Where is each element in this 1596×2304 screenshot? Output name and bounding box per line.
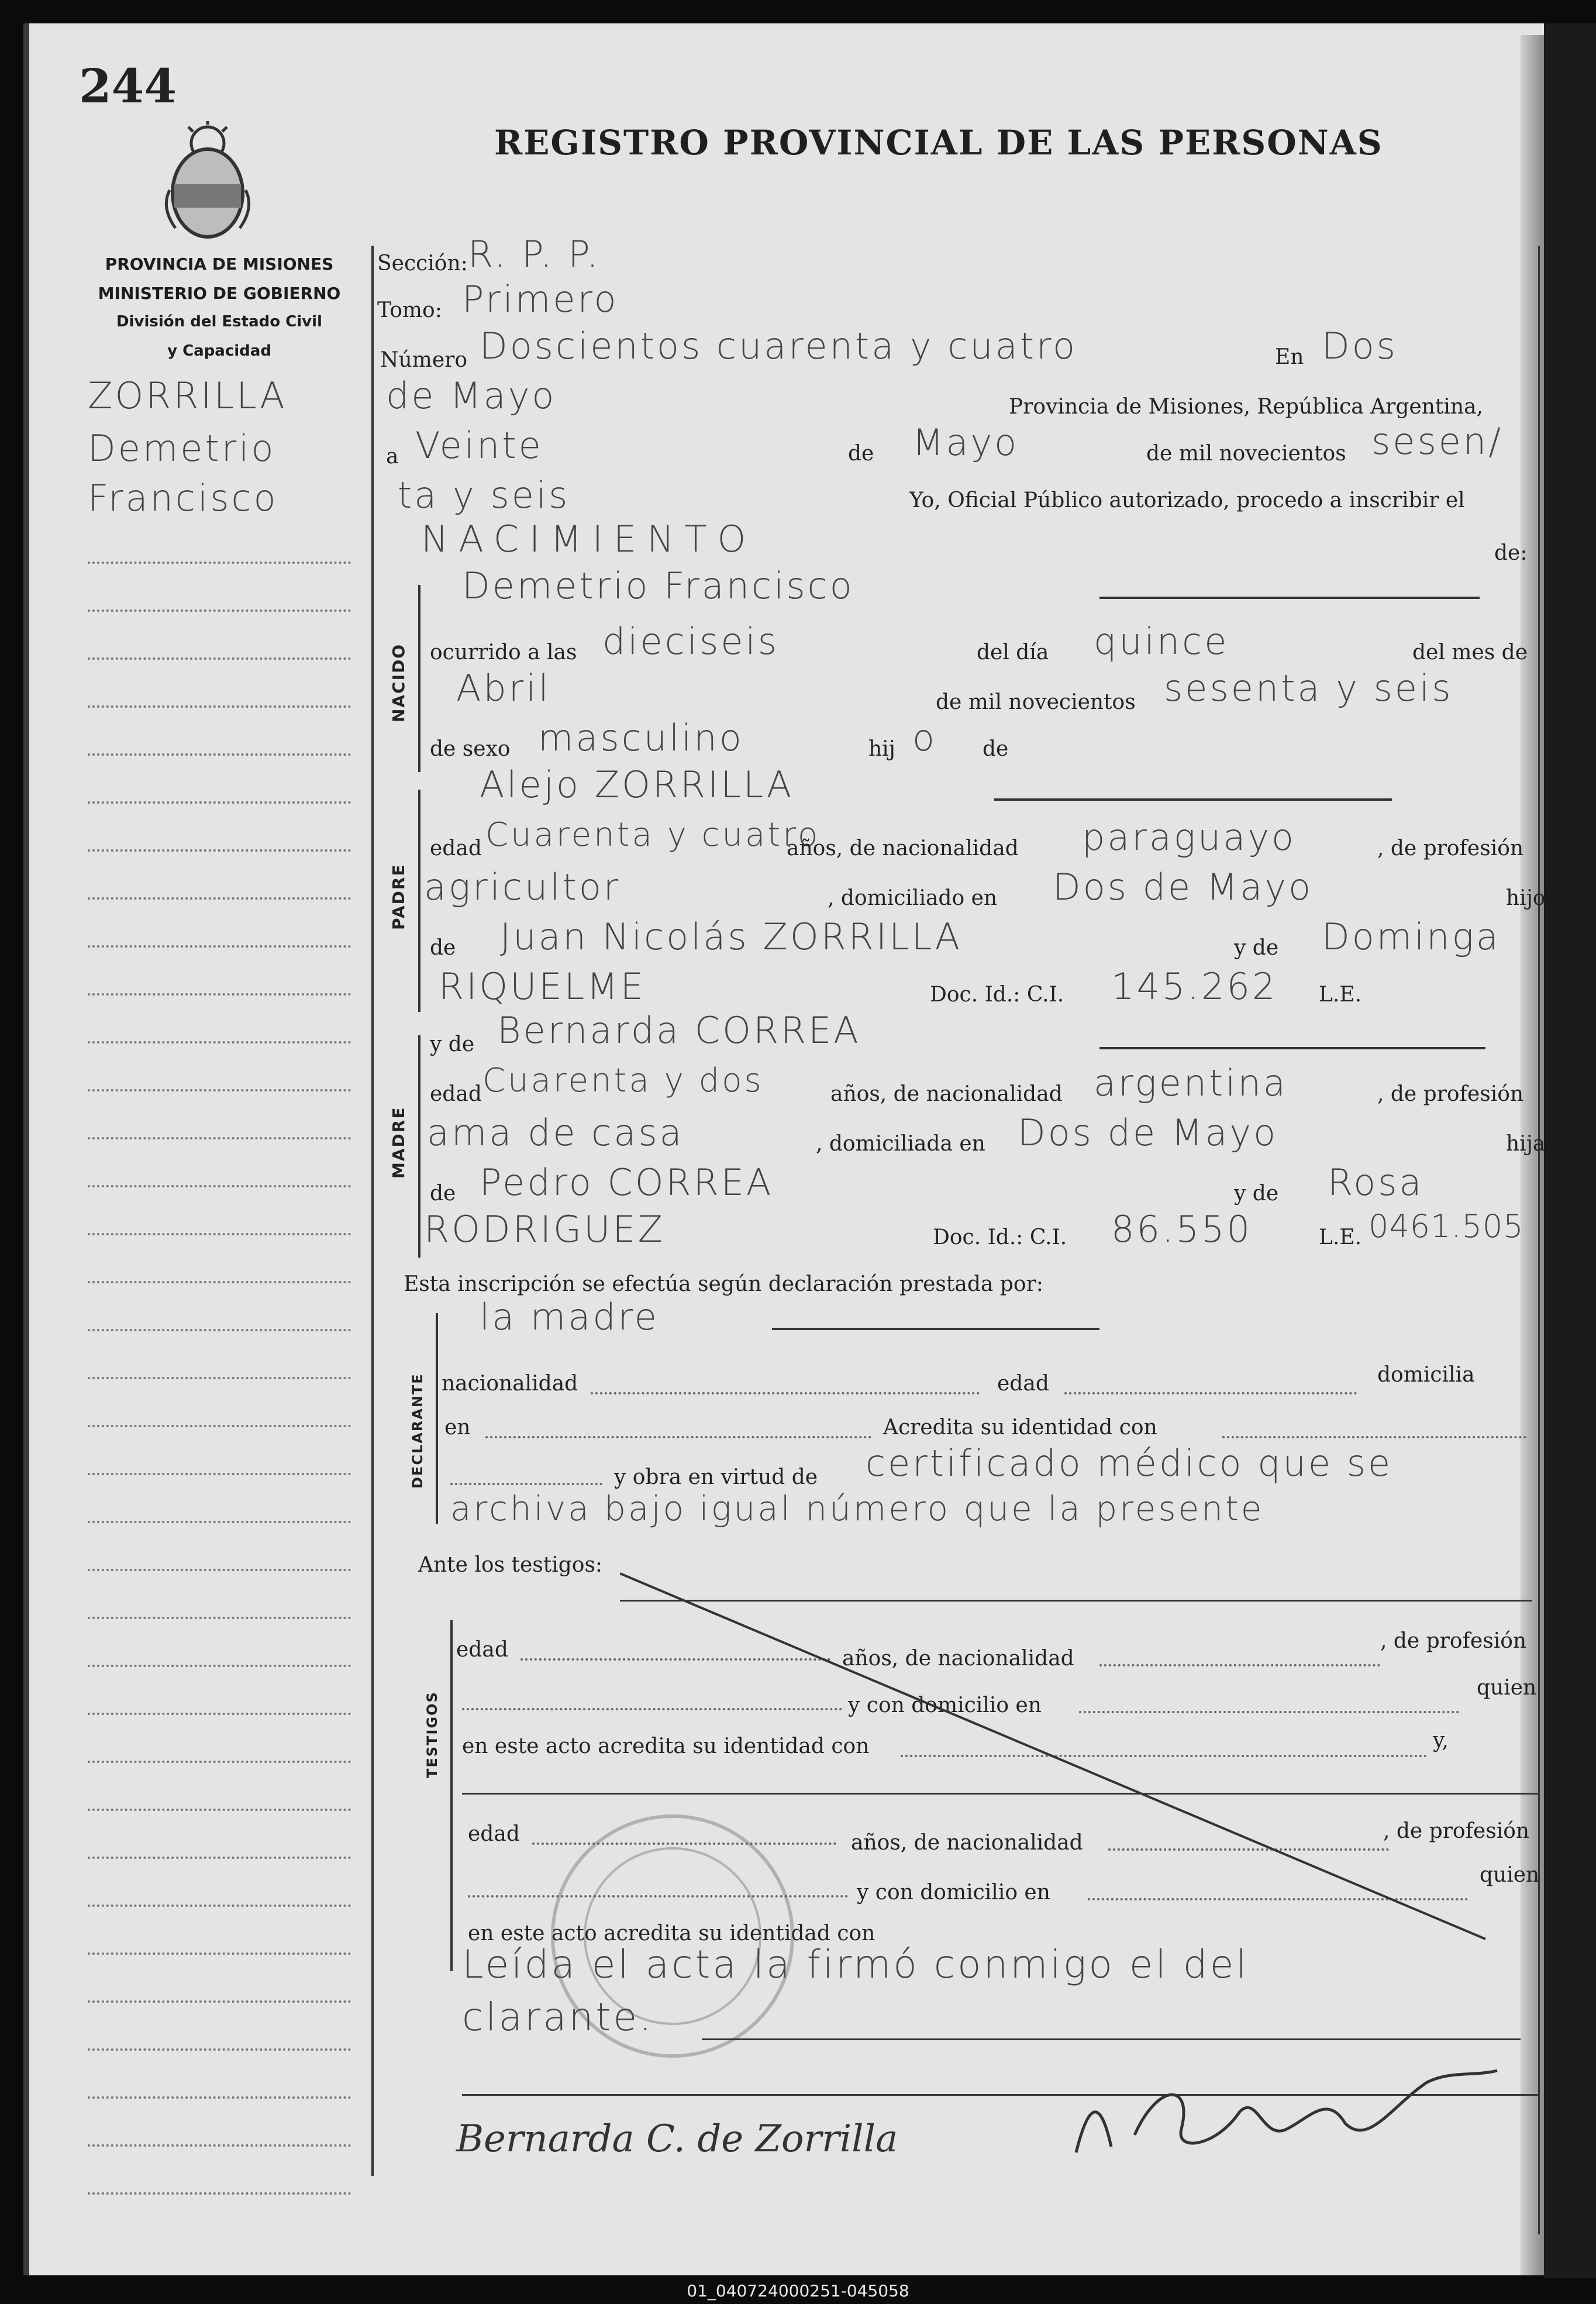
numero-value: Doscientos cuarenta y cuatro [480,325,1078,367]
image-identifier: 01_040724000251-045058 [0,2278,1596,2304]
org-line-2: MINISTERIO DE GOBIERNO [98,284,341,303]
margin-ruled-line [88,1713,351,1715]
padre-dom-label: , domiciliado en [828,886,998,910]
margin-ruled-line [88,753,351,756]
margin-ruled-line [88,1425,351,1427]
obra-value-2: archiva bajo igual número que la presente [450,1489,1264,1528]
de-mil-label: de mil novecientos [1146,442,1346,466]
official-signature-scribble [1064,2059,1509,2178]
madre-anos-label: años, de nacionalidad [830,1082,1063,1106]
a-label: a [386,445,399,469]
margin-ruled-line [88,1233,351,1235]
hijo-label: hijo [1506,886,1546,910]
esta-inscripcion-label: Esta inscripción se efectúa según declaración prestada por: [404,1272,1043,1296]
declarante-value: la madre [480,1296,659,1338]
margin-ruled-line [88,1569,351,1571]
margin-ruled-line [88,849,351,852]
margin-ruled-line [88,1665,351,1667]
margin-ruled-line [88,897,351,900]
padre-prof-label: , de profesión [1377,836,1524,860]
tomo-label: Tomo: [377,298,442,322]
org-line-4: y Capacidad [167,342,271,360]
anio-value-1: sesen/ [1371,420,1504,463]
madre-prof-label: , de profesión [1377,1082,1524,1106]
margin-given-1: Demetrio [88,427,276,470]
margin-ruled-line [88,945,351,948]
margin-ruled-line [88,1761,351,1763]
decl-domicilia-label: domicilia [1377,1363,1475,1387]
sexo-label: de sexo [430,737,511,761]
margin-ruled-line [88,1617,351,1619]
t2-acto-label: en este acto acredita su identidad con [468,1921,875,1945]
margin-surname: ZORRILLA [88,374,287,417]
margin-ruled-line [88,2000,351,2003]
abuela-pat-value-2: RIQUELME [439,965,646,1008]
del-mes-label: del mes de [1412,640,1528,664]
yo-oficial-label: Yo, Oficial Público autorizado, procedo a inscribir el [909,488,1465,512]
madre-value: Bernarda CORREA [497,1009,861,1052]
margin-ruled-line [88,1185,351,1187]
margin-ruled-line [88,2144,351,2147]
abuelo-pat-value: Juan Nicolás ZORRILLA [500,915,963,958]
lugar-value-2: de Mayo [386,374,557,417]
t1-edad-label: edad [456,1638,508,1662]
madre-line [1099,1047,1485,1049]
margin-ruled-line [88,1041,351,1043]
obra-pre-dots [450,1483,602,1485]
padre-edad-value: Cuarenta y cuatro [485,816,821,854]
madre-dom-label: , domiciliada en [816,1132,985,1156]
decl-edad-dots [1064,1392,1357,1394]
margin-ruled-line [88,562,351,564]
margin-ruled-line [88,1857,351,1859]
seccion-value: R. P. P. [468,233,601,275]
de-mil-2-label: de mil novecientos [936,690,1136,714]
madre-le-label: L.E. [1319,1225,1362,1249]
margin-ruled-line [88,1904,351,1907]
margin-given-2: Francisco [88,477,278,519]
hij-label: hij [868,737,895,761]
madre-edad-value: Cuarenta y dos [482,1062,764,1100]
declarante-bracket [436,1313,438,1524]
margin-ruled-line [88,1281,351,1283]
margin-ruled-line [88,1473,351,1475]
lugar-value-1: Dos [1322,325,1398,367]
acto-value: NACIMIENTO [421,518,757,560]
madre-bracket [418,1035,420,1258]
coat-of-arms-icon [158,120,257,245]
de-label: de [848,442,874,466]
margin-ruled-line [88,993,351,996]
madre-side-label: MADRE [389,1106,408,1179]
y-de-3-label: y de [1234,1182,1279,1206]
acredita-dots [1222,1436,1526,1438]
margin-ruled-line [88,1377,351,1379]
obra-value-1: certificado médico que se [866,1442,1393,1485]
padre-prof-value: agricultor [424,866,621,908]
margin-ruled-line [88,801,351,804]
declarante-side-label: DECLARANTE [409,1373,426,1489]
declarant-signature: Bernarda C. de Zorrilla [456,2117,898,2161]
seccion-label: Sección: [377,252,468,275]
dia-nac-value: quince [1094,620,1229,663]
margin-ruled-line [88,2192,351,2195]
t1-quien-label: quien [1477,1676,1537,1700]
padre-side-label: PADRE [389,863,408,930]
t1-prof-label: , de profesión [1380,1629,1527,1653]
madre-prof-value: ama de casa [427,1111,684,1154]
t1-y-label: y, [1433,1728,1449,1752]
acredita-label: Acredita su identidad con [883,1416,1157,1439]
t1-anos-label: años, de nacionalidad [842,1647,1074,1671]
margin-ruled-line [88,1809,351,1811]
obra-label: y obra en virtud de [614,1465,818,1489]
margin-ruled-line [88,2048,351,2051]
madre-ci-value: 86.550 [1111,1208,1252,1251]
ocurrido-label: ocurrido a las [430,640,577,664]
abuela-mat-value-1: Rosa [1328,1161,1424,1204]
madre-edad-label: edad [430,1082,482,1106]
madre-le-value: 0461.505 [1369,1208,1524,1245]
mes-value: Mayo [912,421,1019,464]
de-4-label: de [430,1182,456,1206]
hija-label: hija [1506,1132,1546,1156]
sexo-value: masculino [538,717,744,759]
t2-quien-label: quien [1480,1863,1540,1887]
dia-value: Veinte [415,424,543,467]
org-line-3: División del Estado Civil [116,313,322,330]
padre-edad-label: edad [430,836,482,860]
madre-nac-value: argentina [1094,1062,1288,1104]
cierre-line [702,2038,1521,2040]
cierre-value-1: Leída el acta la firmó conmigo el del [462,1942,1249,1987]
en-label: En [1275,345,1304,369]
de-3-label: de [430,936,456,960]
margin-ruled-line [88,2096,351,2099]
de-2-label: de [983,737,1009,761]
t2-prof-label: , de profesión [1383,1819,1530,1843]
margin-ruled-line [88,1952,351,1955]
org-line-1: PROVINCIA DE MISIONES [105,254,334,274]
padre-le-label: L.E. [1319,983,1362,1007]
mes-nac-value: Abril [456,667,551,710]
padre-value: Alejo ZORRILLA [480,763,794,806]
padre-line [994,798,1392,801]
nombre-value: Demetrio Francisco [462,564,854,607]
padre-nac-value: paraguayo [1082,816,1296,859]
margin-ruled-line [88,1329,351,1331]
abuela-mat-value-2: RODRIGUEZ [424,1208,666,1251]
abuelo-mat-value: Pedro CORREA [480,1161,774,1204]
t2-dom-label: y con domicilio en [857,1881,1050,1904]
decl-edad-label: edad [997,1372,1049,1396]
register-title: REGISTRO PROVINCIAL DE LAS PERSONAS [494,123,1383,163]
declarante-line [772,1328,1099,1330]
padre-ci-value: 145.262 [1111,965,1278,1008]
nacido-bracket [418,585,420,772]
hij-value: o [912,717,937,759]
book-spine [1544,23,1596,2281]
padre-dom-value: Dos de Mayo [1053,866,1314,908]
decl-nacionalidad-label: nacionalidad [442,1372,578,1396]
main-vertical-rule [371,246,374,2176]
provincia-label: Provincia de Misiones, República Argentina, [1009,395,1484,419]
t1-dom-label: y con domicilio en [848,1693,1042,1717]
anio-nac-value: sesenta y seis [1164,667,1453,710]
decl-en-label: en [444,1416,471,1439]
padre-anos-label: años, de nacionalidad [787,836,1019,860]
testigos-bracket [450,1620,453,1971]
madre-dom-value: Dos de Mayo [1018,1111,1278,1154]
cierre-value-2: clarante. [462,1995,654,2040]
margin-ruled-line [88,1137,351,1139]
numero-label: Número [380,348,468,372]
right-vertical-rule [1538,246,1540,2234]
ante-testigos-label: Ante los testigos: [418,1553,603,1577]
margin-ruled-line [88,657,351,660]
margin-ruled-line [88,705,351,708]
t2-edad-label: edad [468,1822,520,1846]
decl-en-dots [485,1436,871,1438]
t1-acto-label: en este acto acredita su identidad con [462,1734,870,1758]
tomo-value: Primero [462,278,619,321]
padre-bracket [418,790,420,1012]
testigos-side-label: TESTIGOS [424,1691,440,1778]
nombre-line [1099,597,1480,599]
t2-anos-label: años, de nacionalidad [851,1831,1083,1855]
del-dia-label: del día [977,640,1049,664]
y-de-2-label: y de [430,1032,475,1056]
anio-value-2: ta y seis [398,474,570,516]
padre-doc-label: Doc. Id.: C.I. [930,983,1064,1007]
decl-nac-dots [591,1392,980,1394]
madre-doc-label: Doc. Id.: C.I. [933,1225,1067,1249]
margin-ruled-line [88,1521,351,1523]
margin-ruled-line [88,609,351,612]
folio-number: 244 [79,58,177,113]
abuela-pat-value-1: Dominga [1322,915,1501,958]
hora-value: dieciseis [602,620,780,663]
margin-ruled-line [88,1089,351,1091]
nacido-side-label: NACIDO [389,643,408,722]
y-de-label: y de [1234,936,1279,960]
de-colon-label: de: [1494,541,1528,565]
